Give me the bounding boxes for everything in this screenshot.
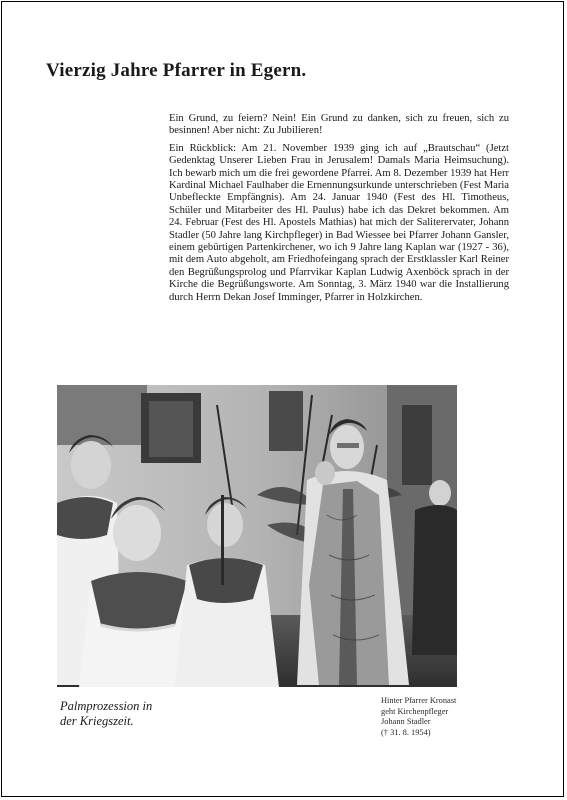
body-text	[169, 113, 509, 309]
side-caption	[381, 696, 511, 738]
main-caption	[60, 699, 210, 729]
side-caption-line: († 31. 8. 1954)	[381, 727, 431, 737]
side-caption-line: Johann Stadler	[381, 717, 431, 727]
procession-photo	[57, 385, 457, 687]
intro-paragraph: Ein Grund, zu feiern? Nein! Ein Grund zu danken, sich zu freuen, sich zu besinnen! Aber nicht: Zu Jubilieren!	[169, 113, 509, 137]
page-title: Vierzig Jahre Pfarrer in Egern.	[46, 60, 307, 81]
main-caption-line: Palmprozession in	[60, 699, 153, 713]
side-caption-line: geht Kirchenpfleger	[381, 706, 449, 716]
side-caption-line: Hinter Pfarrer Kronast	[381, 696, 457, 705]
retrospective-paragraph: Ein Rückblick: Am 21. November 1939 ging ich auf „Brautschau“ (Jetzt Gedenktag Unserer Lieben Frau in Jerusalem! Damals Maria Heimsuchung). Ich bewarb mich um die frei gewordene Pfarrei. Am 8. Dezember 1939 hat Herr Kardinal Michael Faulhaber die Ernennungsurkunde unterschrieben (Fest Maria Unbefleckte Empfängnis). Am 24. Januar 1940 (Fest des Hl. Timotheus, Schüler und Mitarbeiter des Hl. Paulus) habe ich das Dekret bekommen. Am 24. Februar (Fest des Hl. Apostels Mathias) hat mich der Saliterervater, Johann Stadler (50 Jahre lang Kirchpfleger) in Bad Wiessee bei Pfarrer Johann Gansler, einem gebürtigen Partenkirchener, wo ich 9 Jahre lang Kaplan war (1927 - 36), mit dem Auto abgeholt, am Friedhofeingang sprach der Erstklassler Karl Reiner den Begrüßungsprolog und Pfarrvikar Kaplan Ludwig Axenböck sprach in der Kirche die Begrüßungsworte. Am Sonntag, 3. März 1940 war die Installierung durch Herrn Dekan Josef Imminger, Pfarrer in Holzkirchen.	[169, 142, 509, 303]
main-caption-line: der Kriegszeit.	[60, 714, 134, 728]
